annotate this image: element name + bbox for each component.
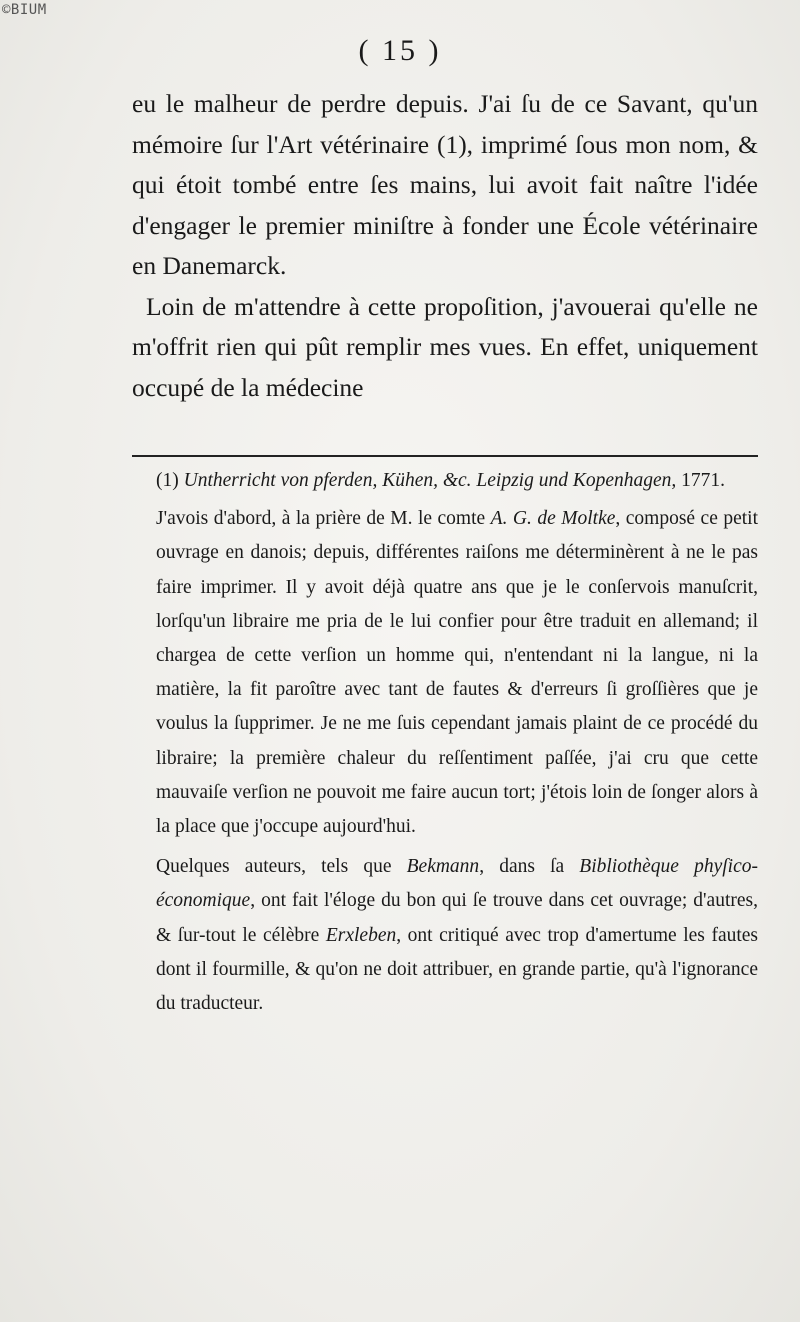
footnote-marker: (1) — [156, 470, 179, 491]
footnote-paragraph-2 — [132, 850, 758, 1021]
footnote-text: , dans ſa — [479, 856, 565, 878]
footnote-text: , composé ce petit ouvrage en danois; depuis, différentes raiſons me déterminèrent à ne le pas faire imprimer. Il y avoit déjà quatre ans que je le conſervois manuſcrit, lorſqu'un libraire me pria de le lui confier pour être traduit en allemand; il chargea de cette verſion un homme qui, n'entendant ni la langue, ni la matière, la fit paroître avec tant de fautes & d'erreurs ſi groſſières que je voulus la ſupprimer. Je ne me ſuis cependant jamais plaint de ce procédé du libraire; la première chaleur du reſſentiment paſſée, j'ai cru que cette mauvaiſe verſion ne pouvoit me faire aucun tort; j'étois loin de ſonger alors à la place que j'occupe aujourd'hui. — [156, 508, 758, 838]
person-name: Bekmann — [406, 856, 480, 878]
person-name: A. G. de Moltke — [490, 508, 616, 530]
paragraph-1: eu le malheur de perdre depuis. J'ai ſu de ce Savant, qu'un mémoire ſur l'Art vétérinaire (1), imprimé ſous mon nom, & qui étoit tombé entre ſes mains, lui avoit fait naître l'idée d'engager le premier miniſtre à fonder une École vétérinaire en Danemarck. — [132, 89, 758, 280]
page-number: ( 15 ) — [358, 34, 442, 67]
footnote-text: , ont critiqué avec trop d'amertume les fautes dont il fourmille, & qu'on ne doit attribuer, en grande partie, qu'à l'ignorance du traducteur. — [156, 924, 759, 1015]
citation-title: Untherricht von pferden, Kühen, &c. Leipzig und Kopenhagen, — [183, 470, 677, 491]
footnote-citation — [132, 464, 758, 498]
footnote — [132, 464, 758, 1021]
library-watermark: ©BIUM — [2, 2, 47, 18]
main-text — [132, 84, 758, 408]
footnote-text: , ont fait l'éloge du bon qui ſe trouve dans cet ouvrage; d'autres, & ſur-tout le célèbre — [156, 890, 758, 946]
paragraph-2: Loin de m'attendre à cette propoſition, j'avouerai qu'elle ne m'offrit rien qui pût remplir mes vues. En effet, uniquement occupé de la médecine — [132, 291, 758, 402]
footnote-divider — [132, 455, 758, 457]
work-title: Bibliothèque phyſico-économique — [156, 856, 758, 912]
person-name: Erxleben — [325, 924, 397, 946]
footnote-paragraph-1 — [132, 502, 758, 844]
footnote-text: J'avois d'abord, à la prière de M. le comte — [156, 508, 486, 530]
citation-year: 1771. — [681, 470, 726, 491]
footnote-text: Quelques auteurs, tels que — [156, 856, 392, 878]
